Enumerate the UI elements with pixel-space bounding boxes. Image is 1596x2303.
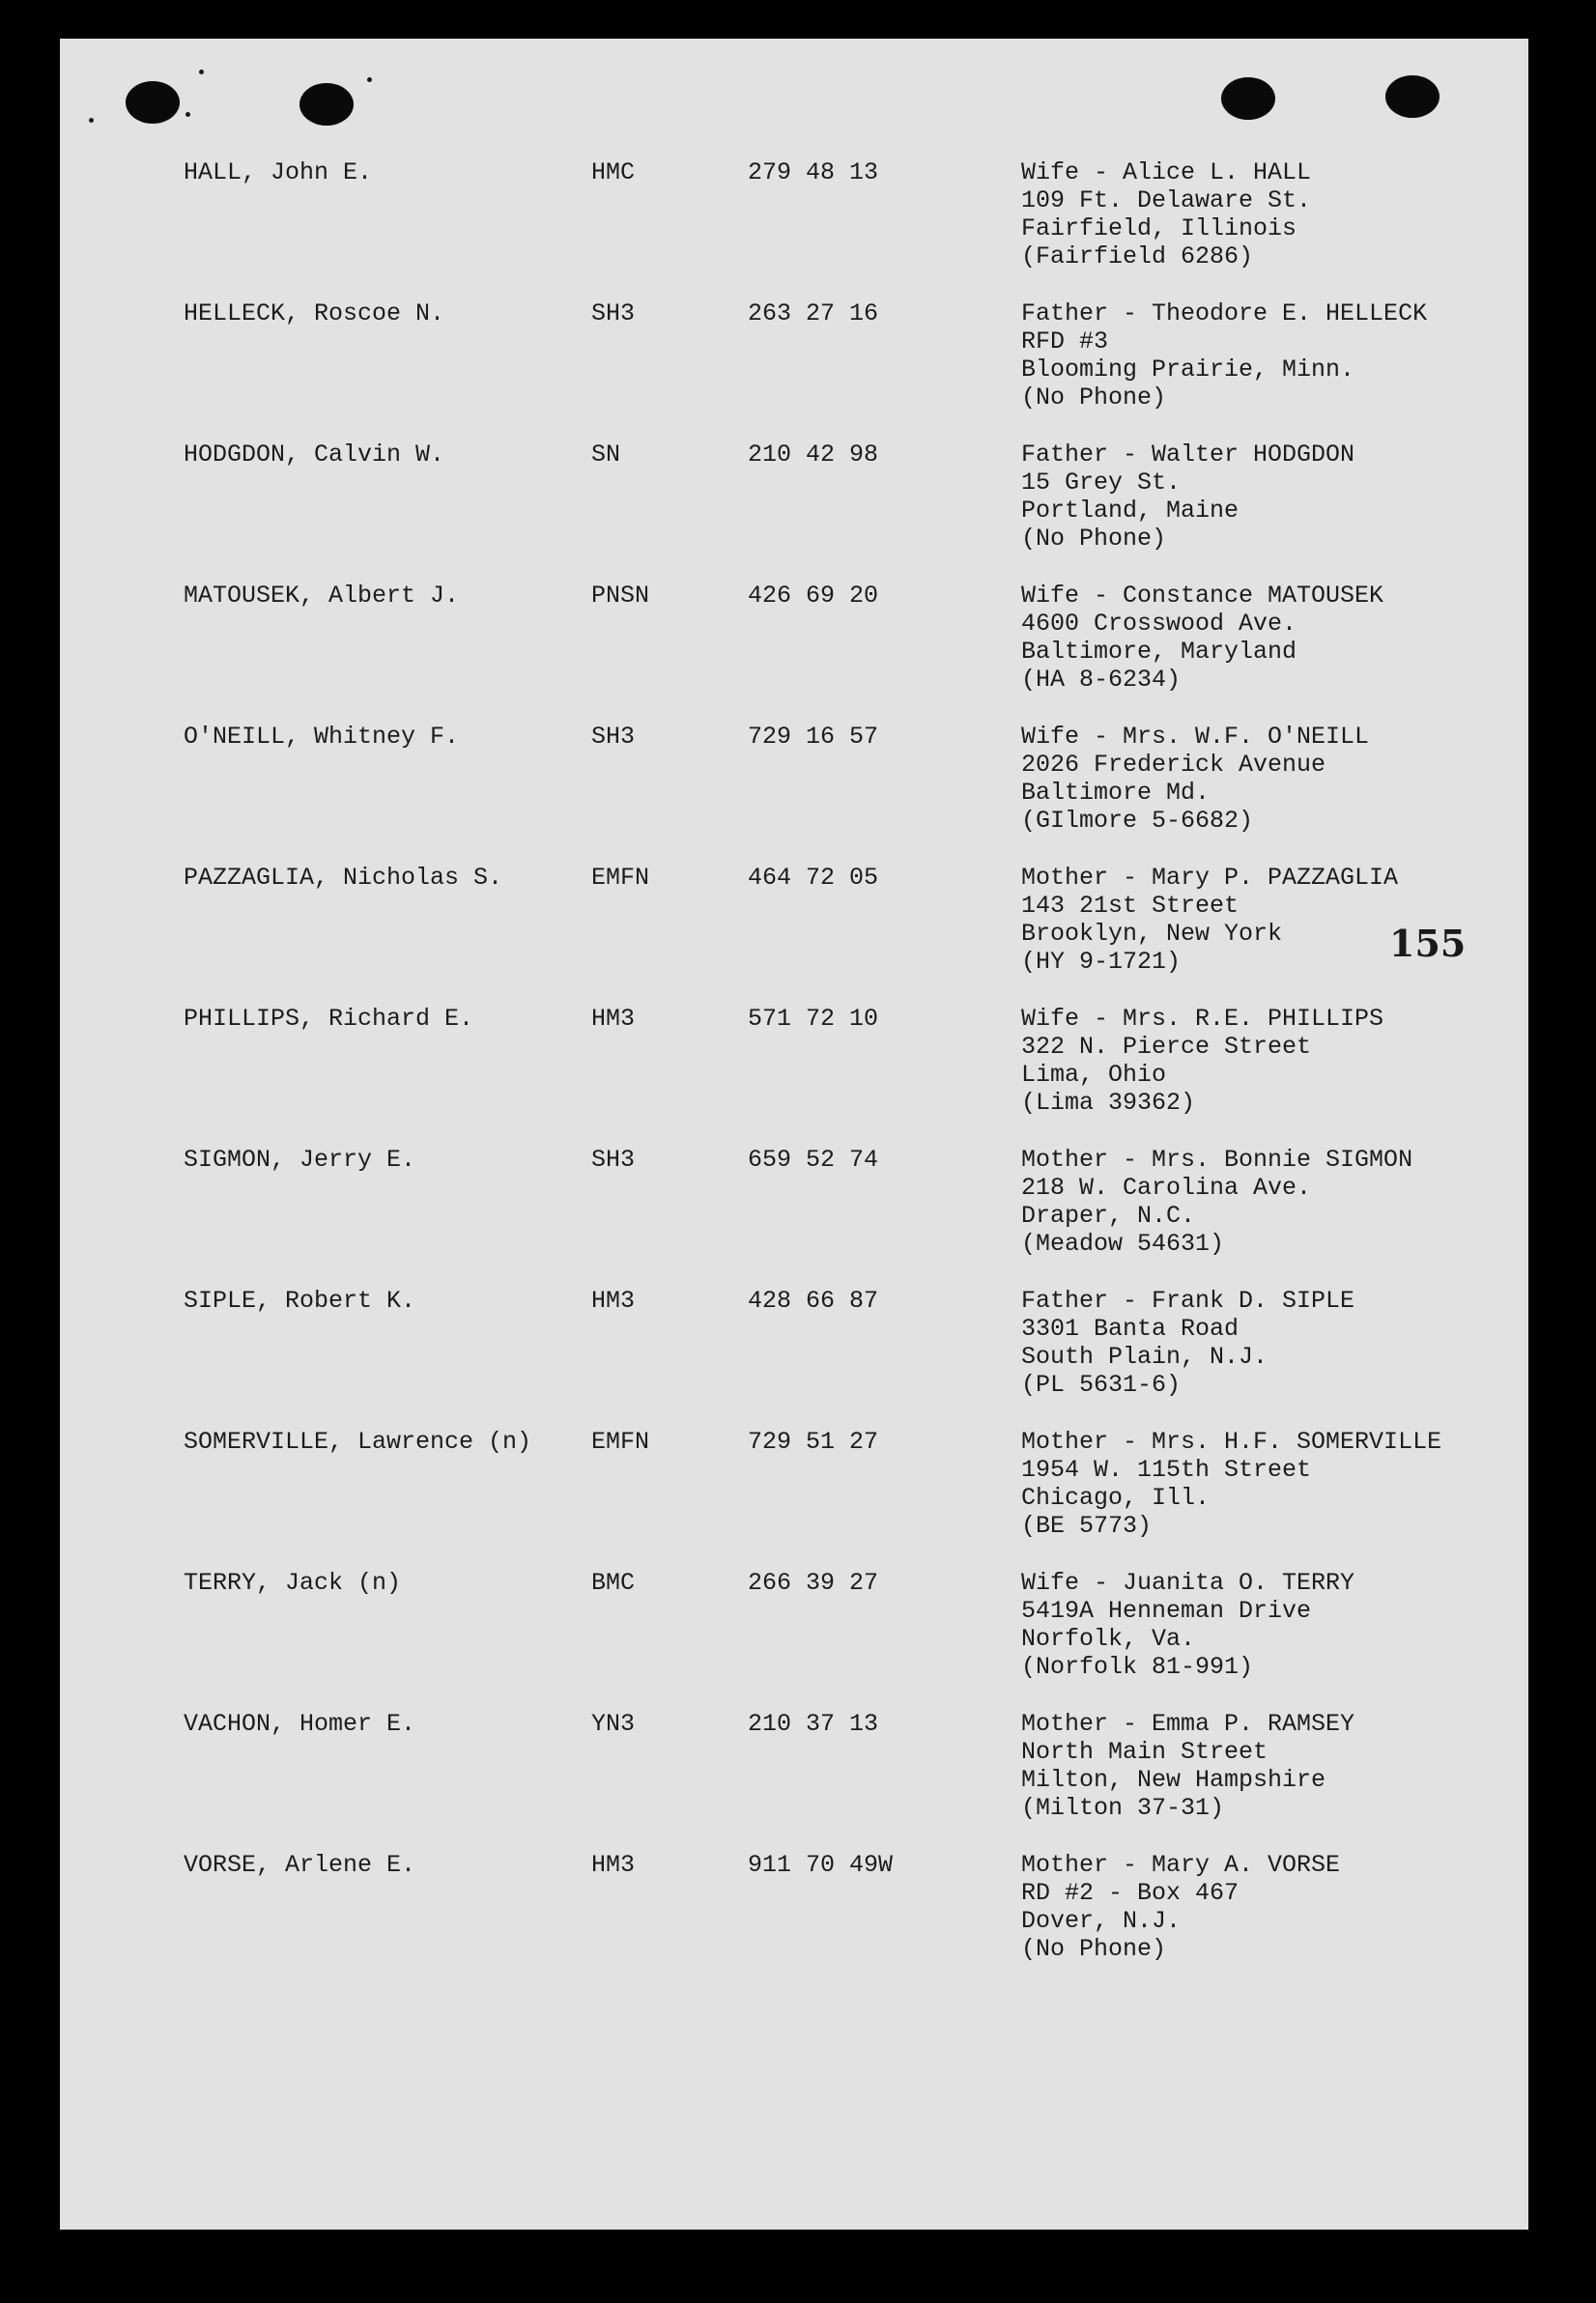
next-of-kin (1021, 1428, 1441, 1540)
next-of-kin (1021, 723, 1369, 835)
page-number: 155 (1389, 922, 1467, 965)
contact-line: Blooming Prairie, Minn. (1021, 355, 1355, 384)
next-of-kin (1021, 1851, 1340, 1963)
member-name: TERRY, Jack (n) (184, 1569, 402, 1597)
member-name: PHILLIPS, Richard E. (184, 1005, 474, 1033)
member-rate: SN (591, 441, 621, 469)
member-name: SIPLE, Robert K. (184, 1287, 416, 1315)
service-number: 729 51 27 (748, 1428, 879, 1456)
speck-icon (89, 118, 94, 123)
contact-line: Mother - Mrs. H.F. SOMERVILLE (1021, 1428, 1442, 1456)
service-number: 911 70 49W (748, 1851, 894, 1879)
contact-line: Chicago, Ill. (1021, 1484, 1211, 1512)
contact-line: Mother - Mary P. PAZZAGLIA (1021, 864, 1399, 892)
member-name: VORSE, Arlene E. (184, 1851, 416, 1879)
contact-line: Mother - Emma P. RAMSEY (1021, 1710, 1355, 1738)
member-rate: BMC (591, 1569, 636, 1597)
contact-line: (Fairfield 6286) (1021, 242, 1254, 270)
service-number: 464 72 05 (748, 864, 879, 892)
contact-line: 322 N. Pierce Street (1021, 1033, 1312, 1061)
contact-line: Milton, New Hampshire (1021, 1766, 1326, 1794)
personnel-entry (60, 441, 1528, 566)
speck-icon (367, 77, 372, 82)
contact-line: Portland, Maine (1021, 497, 1240, 525)
member-rate: EMFN (591, 1428, 650, 1456)
member-rate: SH3 (591, 723, 636, 751)
member-rate: SH3 (591, 299, 636, 327)
member-rate: HM3 (591, 1287, 636, 1315)
contact-line: (No Phone) (1021, 384, 1167, 412)
speck-icon (185, 112, 190, 117)
contact-line: RFD #3 (1021, 327, 1109, 355)
contact-line: (BE 5773) (1021, 1512, 1153, 1540)
member-name: MATOUSEK, Albert J. (184, 582, 460, 610)
punch-hole-icon (299, 83, 354, 126)
contact-line: Mother - Mary A. VORSE (1021, 1851, 1341, 1879)
contact-line: 143 21st Street (1021, 892, 1240, 920)
next-of-kin (1021, 1569, 1354, 1681)
next-of-kin (1021, 582, 1383, 694)
punch-hole-icon (1221, 77, 1275, 120)
member-rate: HM3 (591, 1005, 636, 1033)
member-rate: HMC (591, 158, 636, 186)
contact-line: 5419A Henneman Drive (1021, 1597, 1312, 1625)
contact-line: Wife - Constance MATOUSEK (1021, 582, 1384, 610)
contact-line: 3301 Banta Road (1021, 1315, 1240, 1343)
contact-line: Norfolk, Va. (1021, 1625, 1196, 1653)
member-rate: SH3 (591, 1146, 636, 1174)
contact-line: (Milton 37-31) (1021, 1794, 1225, 1822)
speck-icon (199, 70, 204, 74)
service-number: 263 27 16 (748, 299, 879, 327)
member-name: VACHON, Homer E. (184, 1710, 416, 1738)
contact-line: Mother - Mrs. Bonnie SIGMON (1021, 1146, 1413, 1174)
contact-line: 218 W. Carolina Ave. (1021, 1174, 1312, 1202)
service-number: 729 16 57 (748, 723, 879, 751)
member-name: PAZZAGLIA, Nicholas S. (184, 864, 503, 892)
service-number: 279 48 13 (748, 158, 879, 186)
contact-line: (No Phone) (1021, 525, 1167, 553)
contact-line: 1954 W. 115th Street (1021, 1456, 1312, 1484)
contact-line: (HA 8-6234) (1021, 666, 1182, 694)
contact-line: (GIlmore 5-6682) (1021, 807, 1254, 835)
next-of-kin (1021, 1287, 1354, 1399)
contact-line: 109 Ft. Delaware St. (1021, 186, 1312, 214)
contact-line: Wife - Mrs. W.F. O'NEILL (1021, 723, 1370, 751)
service-number: 428 66 87 (748, 1287, 879, 1315)
contact-line: (Norfolk 81-991) (1021, 1653, 1254, 1681)
personnel-entry (60, 158, 1528, 284)
contact-line: 4600 Crosswood Ave. (1021, 610, 1297, 638)
member-name: SIGMON, Jerry E. (184, 1146, 416, 1174)
contact-line: Wife - Mrs. R.E. PHILLIPS (1021, 1005, 1384, 1033)
contact-line: Father - Frank D. SIPLE (1021, 1287, 1355, 1315)
service-number: 266 39 27 (748, 1569, 879, 1597)
contact-line: Baltimore, Maryland (1021, 638, 1297, 666)
document-page (60, 39, 1528, 2230)
service-number: 426 69 20 (748, 582, 879, 610)
contact-line: Wife - Juanita O. TERRY (1021, 1569, 1355, 1597)
member-rate: PNSN (591, 582, 650, 610)
personnel-entry (60, 1851, 1528, 1976)
contact-line: RD #2 - Box 467 (1021, 1879, 1240, 1907)
next-of-kin (1021, 299, 1427, 412)
personnel-entry (60, 582, 1528, 707)
service-number: 210 37 13 (748, 1710, 879, 1738)
next-of-kin (1021, 441, 1354, 553)
contact-line: Wife - Alice L. HALL (1021, 158, 1312, 186)
personnel-entry (60, 1569, 1528, 1694)
personnel-entry (60, 1146, 1528, 1271)
service-number: 659 52 74 (748, 1146, 879, 1174)
personnel-entry (60, 299, 1528, 425)
service-number: 571 72 10 (748, 1005, 879, 1033)
contact-line: (Lima 39362) (1021, 1089, 1196, 1117)
member-name: O'NEILL, Whitney F. (184, 723, 460, 751)
next-of-kin (1021, 1146, 1412, 1258)
member-rate: YN3 (591, 1710, 636, 1738)
member-name: SOMERVILLE, Lawrence (n) (184, 1428, 532, 1456)
contact-line: Father - Walter HODGDON (1021, 441, 1355, 469)
member-name: HALL, John E. (184, 158, 373, 186)
contact-line: South Plain, N.J. (1021, 1343, 1268, 1371)
contact-line: Dover, N.J. (1021, 1907, 1182, 1935)
contact-line: (HY 9-1721) (1021, 948, 1182, 976)
punch-hole-icon (126, 81, 180, 124)
next-of-kin (1021, 864, 1398, 976)
personnel-entry (60, 864, 1528, 989)
next-of-kin (1021, 158, 1311, 270)
next-of-kin (1021, 1005, 1383, 1117)
member-rate: HM3 (591, 1851, 636, 1879)
contact-line: (PL 5631-6) (1021, 1371, 1182, 1399)
member-rate: EMFN (591, 864, 650, 892)
contact-line: North Main Street (1021, 1738, 1268, 1766)
personnel-entry (60, 1005, 1528, 1130)
contact-line: 15 Grey St. (1021, 469, 1182, 497)
contact-line: Fairfield, Illinois (1021, 214, 1297, 242)
next-of-kin (1021, 1710, 1354, 1822)
member-name: HELLECK, Roscoe N. (184, 299, 445, 327)
contact-line: (Meadow 54631) (1021, 1230, 1225, 1258)
contact-line: Lima, Ohio (1021, 1061, 1167, 1089)
contact-line: Draper, N.C. (1021, 1202, 1196, 1230)
personnel-entry (60, 1287, 1528, 1412)
contact-line: Brooklyn, New York (1021, 920, 1283, 948)
punch-hole-icon (1385, 75, 1439, 118)
contact-line: 2026 Frederick Avenue (1021, 751, 1326, 779)
contact-line: Father - Theodore E. HELLECK (1021, 299, 1428, 327)
personnel-entry (60, 1710, 1528, 1835)
personnel-entry (60, 723, 1528, 848)
personnel-entry (60, 1428, 1528, 1553)
member-name: HODGDON, Calvin W. (184, 441, 445, 469)
contact-line: Baltimore Md. (1021, 779, 1211, 807)
service-number: 210 42 98 (748, 441, 879, 469)
contact-line: (No Phone) (1021, 1935, 1167, 1963)
